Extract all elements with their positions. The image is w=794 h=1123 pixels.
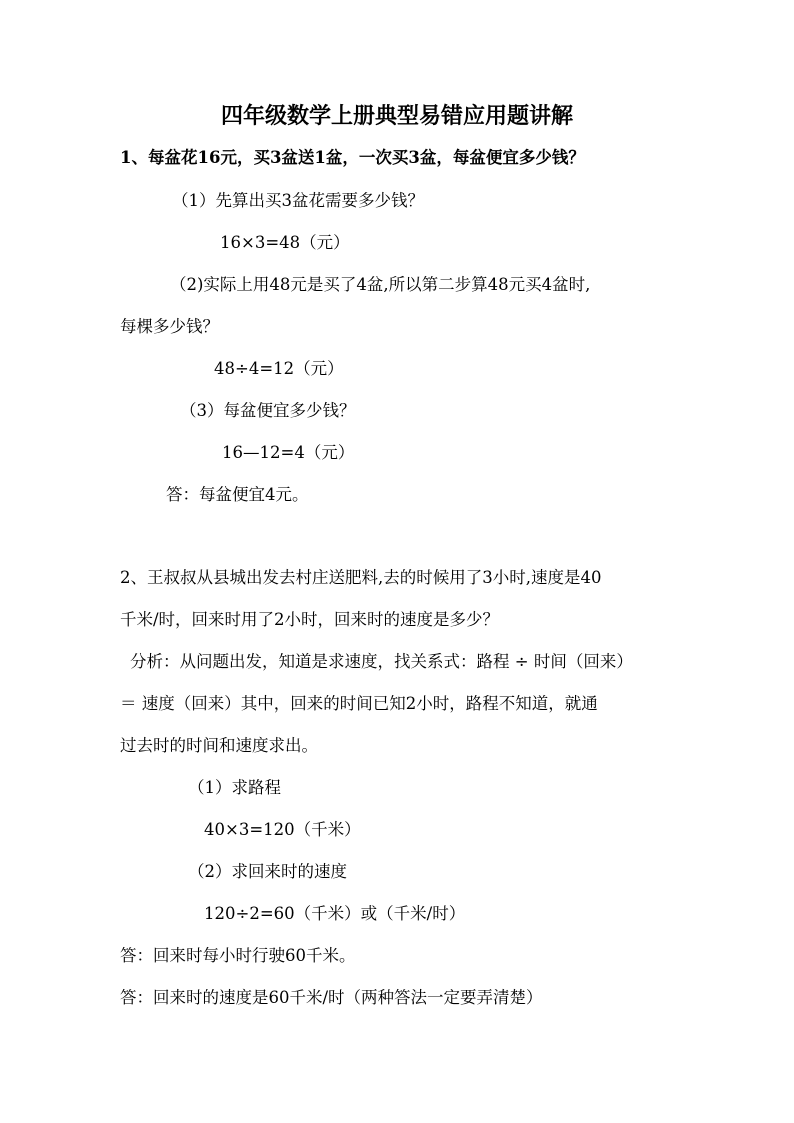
q1-step3-label: （3）每盆便宜多少钱？ <box>180 401 356 420</box>
q2-question-line1: 2、王叔叔从县城出发去村庄送肥料,去的时候用了3小时,速度是40 <box>120 568 602 587</box>
q2-answer2: 答：回来时的速度是60千米/时（两种答法一定要弄清楚） <box>120 988 543 1007</box>
q1-question: 1、每盆花16元，买3盆送1盆，一次买3盆，每盆便宜多少钱？ <box>120 148 585 167</box>
q1-step1-calc: 16×3=48（元） <box>220 233 350 252</box>
q2-analysis-line1: 分析：从问题出发，知道是求速度，找关系式：路程 ÷ 时间（回来） <box>130 652 633 671</box>
page-title: 四年级数学上册典型易错应用题讲解 <box>220 103 573 129</box>
q2-analysis-line3: 过去时的时间和速度求出。 <box>120 736 318 755</box>
q2-step2-calc: 120÷2=60（千米）或（千米/时） <box>204 904 466 923</box>
q2-question-line2: 千米/时，回来时用了2小时，回来时的速度是多少？ <box>120 610 500 629</box>
q1-step1-label: （1）先算出买3盆花需要多少钱？ <box>172 191 424 210</box>
q2-analysis-line2: ＝ 速度（回来）其中，回来的时间已知2小时，路程不知道，就通 <box>120 694 598 713</box>
q2-step1-label: （1）求路程 <box>188 778 281 797</box>
q2-step1-calc: 40×3=120（千米） <box>204 820 361 839</box>
q1-step2-label: （2)实际上用48元是买了4盆,所以第二步算48元买4盆时, <box>170 275 591 294</box>
q1-step3-calc: 16—12=4（元） <box>222 443 355 462</box>
q1-step2-label-cont: 每棵多少钱？ <box>120 317 219 336</box>
q2-answer1: 答：回来时每小时行驶60千米。 <box>120 946 356 965</box>
q1-answer: 答：每盆便宜4元。 <box>166 485 309 504</box>
q1-step2-calc: 48÷4=12（元） <box>214 359 344 378</box>
q2-step2-label: （2）求回来时的速度 <box>188 862 347 881</box>
